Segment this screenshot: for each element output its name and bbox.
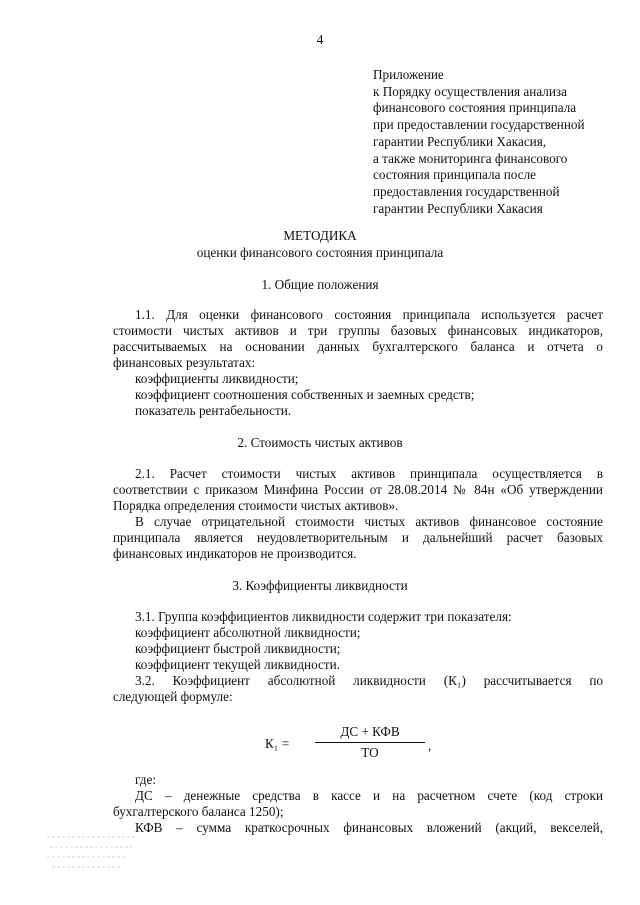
- list-item: коэффициент текущей ликвидности.: [135, 657, 341, 672]
- appendix-line: к Порядку осуществления анализа: [373, 83, 567, 99]
- document-subtitle: оценки финансового состояния принципала: [196, 245, 444, 260]
- section-3-definitions: [113, 772, 603, 836]
- appendix-block: [373, 67, 613, 217]
- formula-lhs: К₁ =: [265, 736, 290, 751]
- paragraph-line: В случае отрицательной стоимости чистых активов финансовое состояние: [135, 514, 603, 529]
- section-1-heading: 1. Общие положения: [261, 277, 379, 292]
- list-item: коэффициент быстрой ликвидности;: [135, 641, 341, 656]
- appendix-line: при предоставлении государственной: [373, 117, 585, 133]
- paragraph-line: 2.1. Расчет стоимости чистых активов принципала осуществляется в: [135, 466, 603, 481]
- list-item: коэффициенты ликвидности;: [135, 371, 299, 386]
- appendix-line: Приложение: [373, 67, 444, 82]
- formula-k1: [265, 722, 465, 762]
- definition-line: ДС – денежные средства в кассе и на расчетном счете (код строки: [135, 788, 603, 803]
- definition-line: бухгалтерского баланса 1250);: [113, 804, 284, 819]
- section-3-heading: 3. Коэффициенты ликвидности: [232, 578, 408, 593]
- formula-denominator: ТО: [361, 745, 379, 760]
- paragraph-line: 1.1. Для оценки финансового состояния принципала используется расчет: [135, 307, 603, 322]
- document-title: МЕТОДИКА: [283, 228, 357, 243]
- appendix-line: предоставления государственной: [373, 183, 560, 199]
- appendix-line: гарантии Республики Хакасия,: [373, 133, 547, 149]
- paragraph-line: принципала является неудовлетворительным и дальнейший расчет базовых: [113, 530, 603, 545]
- formula-fraction-bar: [315, 742, 425, 743]
- paragraph-line: 3.2. Коэффициент абсолютной ликвидности (К₁) рассчитывается по: [135, 673, 603, 688]
- list-item: коэффициент абсолютной ликвидности;: [135, 625, 361, 640]
- paragraph-line: 3.1. Группа коэффициентов ликвидности содержит три показателя:: [135, 609, 512, 624]
- appendix-line: состояния принципала после: [373, 167, 537, 183]
- section-3-paragraph: [113, 609, 603, 705]
- appendix-line: финансового состояния принципала: [373, 100, 577, 116]
- where-label: где:: [135, 772, 156, 787]
- appendix-line: а также мониторинга финансового: [373, 150, 568, 166]
- section-1-paragraph: [113, 307, 603, 419]
- paragraph-line: Порядка определения стоимости чистых активов».: [113, 498, 399, 513]
- appendix-line: гарантии Республики Хакасия: [373, 200, 543, 216]
- paragraph-line: финансовых индикаторов не производится.: [113, 546, 357, 561]
- section-2-paragraph: [113, 466, 603, 562]
- paragraph-line: следующей формуле:: [113, 689, 233, 704]
- paragraph-line: рассчитываемых на основании данных бухгалтерского баланса и отчета о: [113, 339, 603, 354]
- paragraph-line: стоимости чистых активов и три группы базовых финансовых индикаторов,: [113, 323, 603, 338]
- stamp-mark: [42, 825, 142, 875]
- formula-numerator: ДС + КФВ: [340, 724, 400, 739]
- list-item: коэффициент соотношения собственных и заемных средств;: [135, 387, 475, 402]
- list-item: показатель рентабельности.: [135, 403, 292, 418]
- definition-line: КФВ – сумма краткосрочных финансовых вложений (акций, векселей,: [135, 820, 603, 835]
- paragraph-line: соответствии с приказом Минфина России от 28.08.2014 № 84н «Об утверждении: [113, 482, 603, 497]
- formula-comma: ,: [428, 738, 432, 753]
- section-2-heading: 2. Стоимость чистых активов: [237, 435, 403, 450]
- page-number: 4: [316, 32, 324, 47]
- paragraph-line: финансовых результатах:: [113, 355, 256, 370]
